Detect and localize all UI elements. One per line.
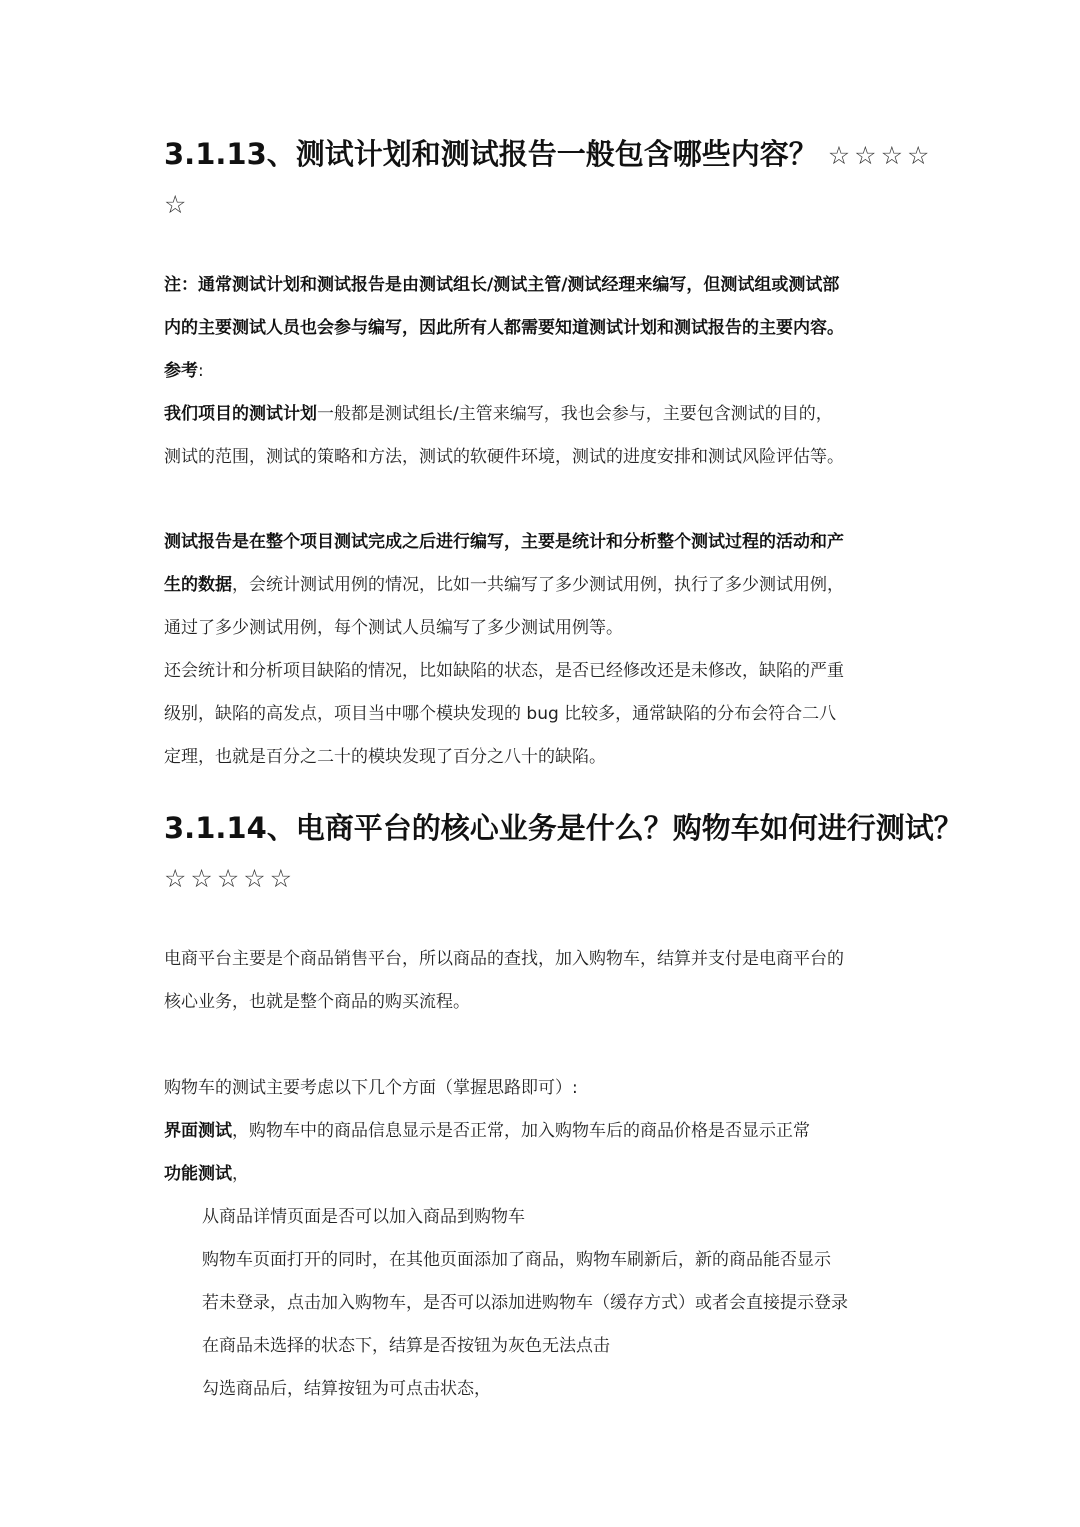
paragraph-line: 测试报告是在整个项目测试完成之后进行编写，主要是统计和分析整个测试过程的活动和产 <box>164 532 844 552</box>
reference-label-text: 参考 <box>164 361 198 381</box>
bold-phrase: 功能测试 <box>164 1164 232 1184</box>
importance-stars-continued: ☆ <box>164 190 191 219</box>
paragraph-text: ， <box>232 1164 249 1184</box>
bold-phrase: 生的数据 <box>164 575 232 595</box>
paragraph-line: 核心业务，也就是整个商品的购买流程。 <box>164 992 470 1012</box>
list-item: 若未登录，点击加入购物车，是否可以添加进购物车（缓存方式）或者会直接提示登录 <box>202 1293 848 1313</box>
list-item: 从商品详情页面是否可以加入商品到购物车 <box>202 1207 525 1227</box>
paragraph-text: ，购物车中的商品信息显示是否正常，加入购物车后的商品价格是否显示正常 <box>232 1121 810 1141</box>
paragraph-text: 一般都是测试组长/主管来编写，我也会参与，主要包含测试的目的， <box>317 404 833 424</box>
paragraph-text: ，会统计测试用例的情况，比如一共编写了多少测试用例，执行了多少测试用例， <box>232 575 844 595</box>
note-line: 注：通常测试计划和测试报告是由测试组长/测试主管/测试经理来编写，但测试组或测试部 <box>164 275 840 295</box>
note-line: 内的主要测试人员也会参与编写，因此所有人都需要知道测试计划和测试报告的主要内容。 <box>164 318 844 338</box>
reference-colon: : <box>198 361 204 381</box>
section-heading-3-1-13 <box>164 132 934 173</box>
paragraph-line <box>164 570 920 595</box>
list-item: 勾选商品后，结算按钮为可点击状态， <box>202 1379 491 1399</box>
paragraph-line <box>164 1159 920 1184</box>
paragraph-line: 定理，也就是百分之二十的模块发现了百分之八十的缺陷。 <box>164 747 606 767</box>
paragraph-line <box>164 1116 920 1141</box>
list-item: 在商品未选择的状态下，结算是否按钮为灰色无法点击 <box>202 1336 610 1356</box>
bold-phrase: 界面测试 <box>164 1121 232 1141</box>
importance-stars: ☆☆☆☆☆ <box>164 864 297 893</box>
bold-phrase: 我们项目的测试计划 <box>164 404 317 424</box>
paragraph-line: 级别，缺陷的高发点，项目当中哪个模块发现的 bug 比较多，通常缺陷的分布会符合二八 <box>164 704 837 724</box>
section-heading-3-1-14: 3.1.14、电商平台的核心业务是什么？购物车如何进行测试？ <box>164 811 963 845</box>
list-item: 购物车页面打开的同时，在其他页面添加了商品，购物车刷新后，新的商品能否显示 <box>202 1250 831 1270</box>
paragraph-line: 测试的范围，测试的策略和方法，测试的软硬件环境，测试的进度安排和测试风险评估等。 <box>164 447 844 467</box>
paragraph-line: 电商平台主要是个商品销售平台，所以商品的查找，加入购物车，结算并支付是电商平台的 <box>164 949 844 969</box>
reference-label <box>164 356 920 381</box>
heading-text: 3.1.13、测试计划和测试报告一般包含哪些内容？ <box>164 137 818 171</box>
paragraph-line <box>164 399 920 424</box>
paragraph-line: 还会统计和分析项目缺陷的情况，比如缺陷的状态，是否已经修改还是未修改，缺陷的严重 <box>164 661 844 681</box>
importance-stars: ☆☆☆☆ <box>827 141 934 170</box>
paragraph-line: 通过了多少测试用例，每个测试人员编写了多少测试用例等。 <box>164 618 623 638</box>
paragraph-line: 购物车的测试主要考虑以下几个方面（掌握思路即可）: <box>164 1078 578 1098</box>
